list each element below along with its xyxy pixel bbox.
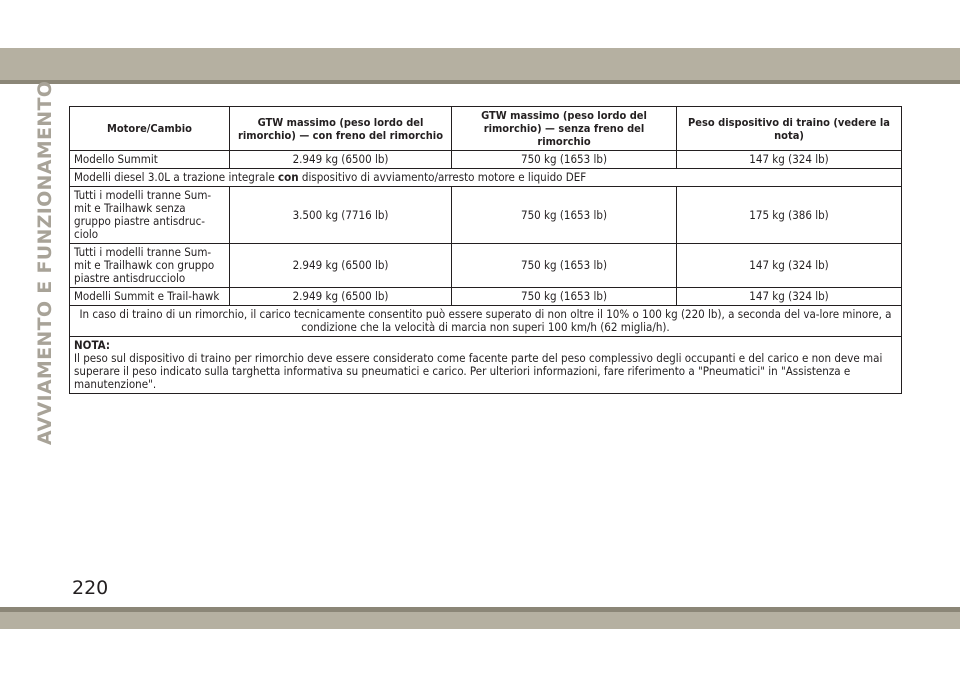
header-gtw-with-brake: GTW massimo (peso lordo del rimorchio) — con freno del rimorchio <box>230 107 452 151</box>
section-side-title-text: AVVIAMENTO E FUNZIONAMENTO <box>34 80 57 446</box>
row-gtw-with-brake: 2.949 kg (6500 lb) <box>230 244 452 288</box>
row-gtw-without-brake: 750 kg (1653 lb) <box>452 244 677 288</box>
footer-band <box>0 612 960 629</box>
table-section-row <box>70 169 902 187</box>
row-tongue-weight: 147 kg (324 lb) <box>677 244 902 288</box>
row-gtw-without-brake: 750 kg (1653 lb) <box>452 187 677 244</box>
table-row <box>70 244 902 288</box>
section-heading-part2: dispositivo di avviamento/arresto motore e liquido DEF <box>298 170 587 184</box>
header-band <box>0 48 960 80</box>
row-gtw-with-brake: 3.500 kg (7716 lb) <box>230 187 452 244</box>
row-gtw-with-brake: 2.949 kg (6500 lb) <box>230 151 452 169</box>
row-tongue-weight: 175 kg (386 lb) <box>677 187 902 244</box>
row-model: Tutti i modelli tranne Sum-mit e Trailhawk senza gruppo piastre antisdruc-ciolo <box>70 187 230 244</box>
header-engine: Motore/Cambio <box>70 107 230 151</box>
section-heading-bold: con <box>278 170 299 184</box>
table-note-row <box>70 337 902 394</box>
header-rule <box>0 80 960 84</box>
section-heading-part1: Modelli diesel 3.0L a trazione integrale <box>74 170 278 184</box>
table-footnote-row <box>70 306 902 337</box>
row-model: Tutti i modelli tranne Sum-mit e Trailhawk con gruppo piastre antisdrucciolo <box>70 244 230 288</box>
note-cell <box>70 337 902 394</box>
table-row <box>70 187 902 244</box>
page-number: 220 <box>72 577 109 599</box>
row-tongue-weight: 147 kg (324 lb) <box>677 288 902 306</box>
table-row <box>70 288 902 306</box>
section-heading <box>70 169 902 187</box>
note-text: Il peso sul dispositivo di traino per rimorchio deve essere considerato come facente parte del peso complessivo degli occupanti e del carico e non deve mai superare il peso indicato sulla targhetta informativa su pneumatici e carico. Per ulteriori informazioni, fare riferimento a "Pneumatici" in "Assistenza e manutenzione". <box>74 351 883 391</box>
row-gtw-with-brake: 2.949 kg (6500 lb) <box>230 288 452 306</box>
row-gtw-without-brake: 750 kg (1653 lb) <box>452 151 677 169</box>
table-header-row <box>70 107 902 151</box>
footnote-text: In caso di traino di un rimorchio, il carico tecnicamente consentito può essere superato di non oltre il 10% o 100 kg (220 lb), a seconda del va-lore minore, a condizione che la velocità di marcia non superi 100 km/h (62 miglia/h). <box>70 306 902 337</box>
row-model: Modello Summit <box>70 151 230 169</box>
row-model: Modelli Summit e Trail-hawk <box>70 288 230 306</box>
row-tongue-weight: 147 kg (324 lb) <box>677 151 902 169</box>
header-tongue-weight: Peso dispositivo di traino (vedere la nota) <box>677 107 902 151</box>
note-title: NOTA: <box>74 338 110 352</box>
section-side-title <box>30 80 60 446</box>
table-row <box>70 151 902 169</box>
towing-capacity-table <box>69 106 902 394</box>
header-gtw-without-brake: GTW massimo (peso lordo del rimorchio) — senza freno del rimorchio <box>452 107 677 151</box>
row-gtw-without-brake: 750 kg (1653 lb) <box>452 288 677 306</box>
